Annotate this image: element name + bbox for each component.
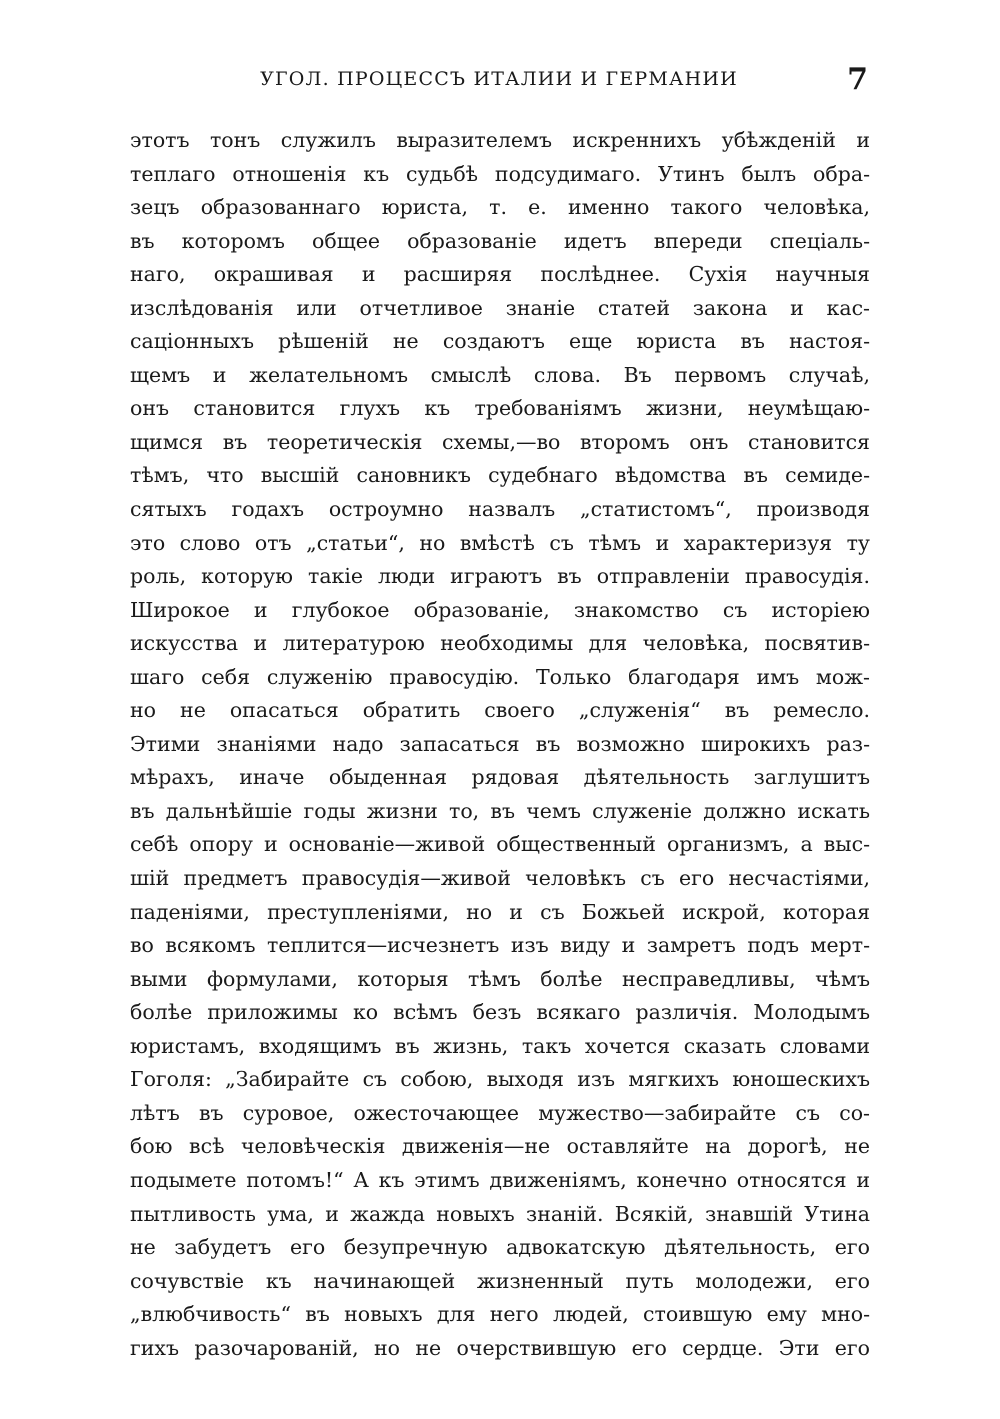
text-line: роль, которую такіе люди играютъ въ отправленіи правосудія. <box>130 564 870 589</box>
text-line: тѣмъ, что высшій сановникъ судебнаго вѣдомства въ семиде- <box>130 463 870 488</box>
text-line: во всякомъ теплится—исчезнетъ изъ виду и замретъ подъ мерт- <box>130 933 870 958</box>
text-line: зецъ образованнаго юриста, т. е. именно такого человѣка, <box>130 195 870 220</box>
text-line: онъ становится глухъ къ требованіямъ жизни, неумѣщаю- <box>130 396 870 421</box>
text-line: щимся въ теоретическія схемы,—во второмъ онъ становится <box>130 429 870 454</box>
text-line: юристамъ, входящимъ въ жизнь, такъ хочется сказать словами <box>130 1033 870 1058</box>
text-line: теплаго отношенія къ судьбѣ подсудимаго. Утинъ былъ обра- <box>130 161 870 186</box>
text-line: гихъ разочарованій, но не очерствившую его сердце. Эти его <box>130 1335 870 1360</box>
text-line: этотъ тонъ служилъ выразителемъ искреннихъ убѣжденій и <box>130 128 870 152</box>
text-line: шаго себя служенію правосудію. Только благодаря имъ мож- <box>130 664 870 689</box>
text-line: шій предметъ правосудія—живой человѣкъ съ его несчастіями, <box>130 866 870 891</box>
text-line: въ которомъ общее образованіе идетъ впереди спеціаль- <box>130 228 870 253</box>
text-line: саціонныхъ рѣшеній не создаютъ еще юриста въ настоя- <box>130 329 870 354</box>
text-line: „влюбчивость“ въ новыхъ для него людей, стоившую ему мно- <box>130 1302 870 1327</box>
text-line: наго, окрашивая и расширяя послѣднее. Сухія научныя <box>130 262 870 287</box>
text-line: въ дальнѣйшіе годы жизни то, въ чемъ служеніе должно искать <box>130 798 870 823</box>
text-line: сочувствіе къ начинающей жизненный путь молодежи, его <box>130 1268 870 1293</box>
text-line: болѣе приложимы ко всѣмъ безъ всякаго различія. Молодымъ <box>130 1000 870 1025</box>
text-line: лѣтъ въ суровое, ожесточающее мужество—забирайте съ со- <box>130 1100 870 1125</box>
text-line: бою всѣ человѣческія движенія—не оставляйте на дорогѣ, не <box>130 1134 870 1159</box>
body-text <box>130 124 870 1365</box>
running-head <box>128 62 870 102</box>
text-line: Широкое и глубокое образованіе, знакомство съ исторіею <box>130 597 870 622</box>
text-line: щемъ и желательномъ смыслѣ слова. Въ первомъ случаѣ, <box>130 362 870 387</box>
text-line: себѣ опору и основаніе—живой общественный организмъ, а выс- <box>130 832 870 857</box>
text-line: паденіями, преступленіями, но и съ Божьей искрой, которая <box>130 899 870 924</box>
running-title: УГОЛ. ПРОЦЕССЪ ИТАЛИИ И ГЕРМАНИИ <box>260 68 738 90</box>
text-line: Гоголя: „Забирайте съ собою, выходя изъ мягкихъ юношескихъ <box>130 1067 870 1092</box>
text-line: не забудетъ его безупречную адвокатскую дѣятельность, его <box>130 1235 870 1260</box>
text-line: искусства и литературою необходимы для человѣка, посвятив- <box>130 631 870 656</box>
text-line: Этими знаніями надо запасаться въ возможно широкихъ раз- <box>130 731 870 756</box>
text-line: подымете потомъ!“ А къ этимъ движеніямъ, конечно относятся и <box>130 1167 870 1192</box>
text-line: выми формулами, которыя тѣмъ болѣе несправедливы, чѣмъ <box>130 966 870 991</box>
text-line: но не опасаться обратить своего „служенія“ въ ремесло. <box>130 698 870 723</box>
text-line: мѣрахъ, иначе обыденная рядовая дѣятельность заглушитъ <box>130 765 870 790</box>
page-number: 7 <box>847 62 868 97</box>
text-line: пытливость ума, и жажда новыхъ знаній. Всякій, знавшій Утина <box>130 1201 870 1226</box>
text-line: сятыхъ годахъ остроумно назвалъ „статистомъ“, производя <box>130 497 870 522</box>
text-line: это слово отъ „статьи“, но вмѣстѣ съ тѣмъ и характеризуя ту <box>130 530 870 555</box>
text-line: изслѣдованія или отчетливое знаніе статей закона и кас- <box>130 295 870 320</box>
